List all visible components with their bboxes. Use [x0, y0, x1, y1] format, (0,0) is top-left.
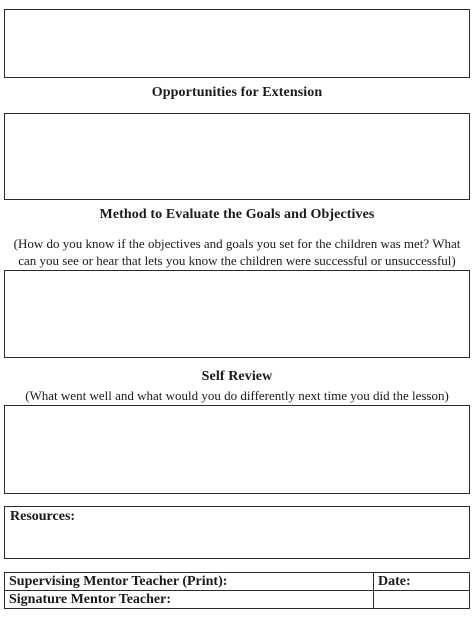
self-review-box[interactable]: [4, 405, 470, 494]
mentor-print-row: [5, 573, 470, 591]
resources-box[interactable]: [4, 506, 470, 559]
previous-section-box[interactable]: [4, 9, 470, 78]
evaluate-note-line1: (How do you know if the objectives and goals you set for the children was met? What: [13, 236, 461, 251]
evaluate-box[interactable]: [4, 270, 470, 358]
date-value-cell[interactable]: [374, 591, 470, 609]
self-review-note: (What went well and what would you do differently next time you did the lesson): [25, 388, 449, 403]
evaluate-note-line2: can you see or hear that lets you know the children were successful or unsuccessful): [18, 253, 456, 268]
signature-label: Signature Mentor Teacher:: [9, 592, 172, 607]
signature-cell[interactable]: [5, 591, 374, 609]
signature-row: [5, 591, 470, 609]
mentor-print-label: Supervising Mentor Teacher (Print):: [9, 574, 228, 589]
self-review-heading: Self Review: [201, 369, 273, 384]
signature-table: [4, 572, 470, 609]
evaluate-heading: Method to Evaluate the Goals and Objectives: [99, 207, 375, 222]
extension-heading: Opportunities for Extension: [151, 85, 323, 100]
resources-label: Resources:: [10, 509, 76, 524]
mentor-print-cell[interactable]: [5, 573, 374, 591]
date-cell[interactable]: [374, 573, 470, 591]
date-label: Date:: [378, 574, 411, 589]
extension-box[interactable]: [4, 113, 470, 200]
